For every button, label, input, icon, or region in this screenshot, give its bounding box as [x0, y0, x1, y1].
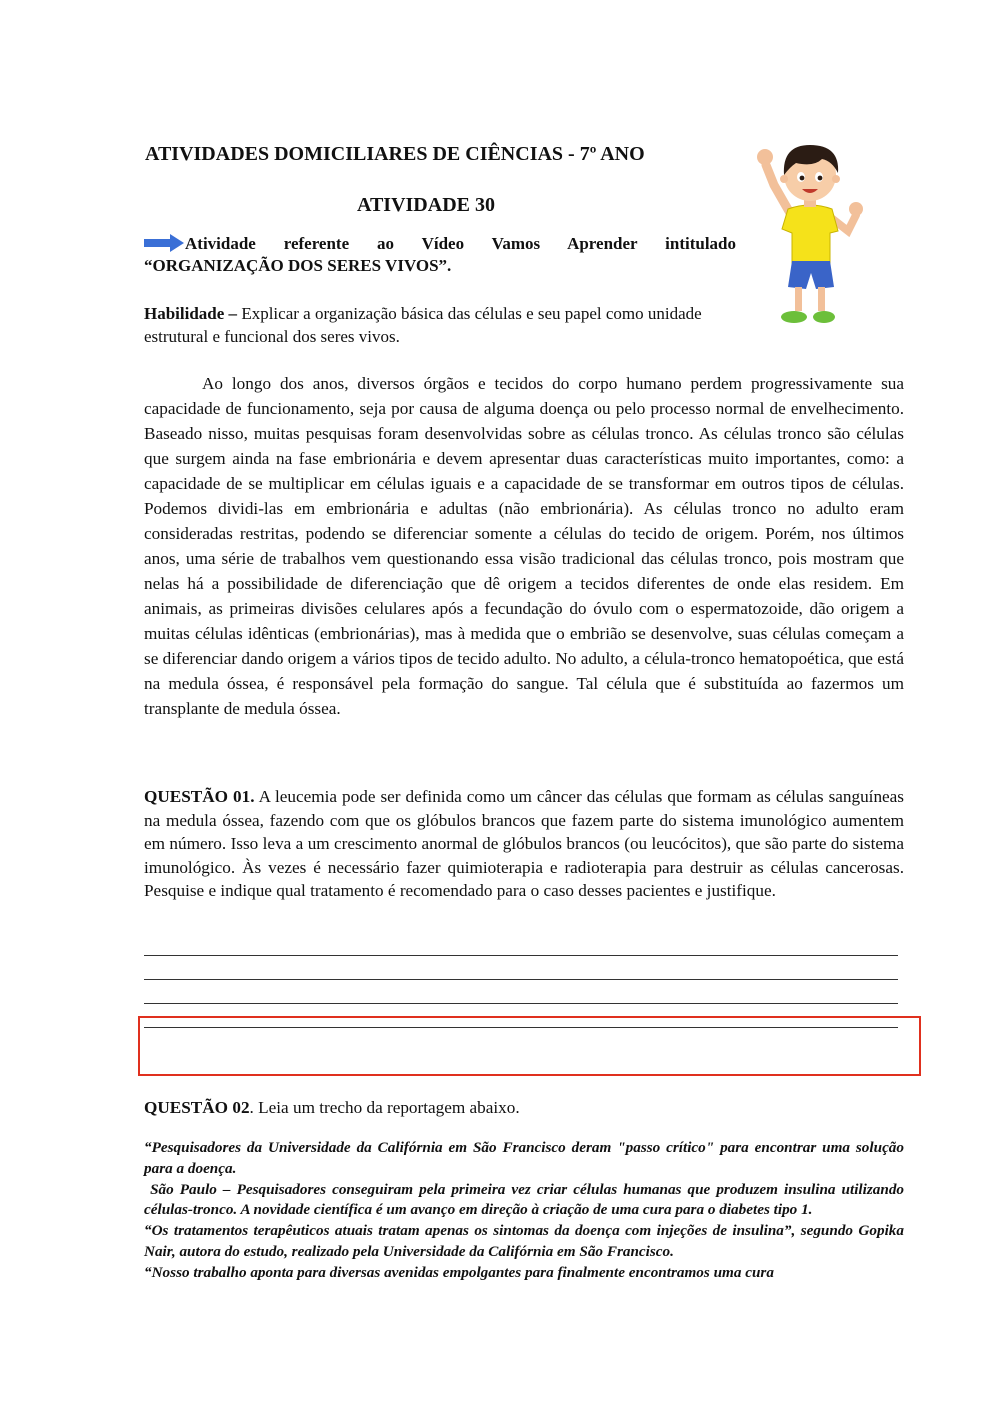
answer-lines: [144, 932, 898, 1028]
answer-line: [144, 980, 898, 1004]
activity-number: ATIVIDADE 30: [357, 194, 495, 216]
quote-line: “Pesquisadores da Universidade da Califórnia em São Francisco deram "passo crítico" para encontrar uma solução para a doença.: [144, 1139, 904, 1177]
quote-line: “Nosso trabalho aponta para diversas avenidas empolgantes para finalmente encontramos uma cura: [144, 1263, 774, 1281]
boy-illustration: [752, 135, 870, 335]
body-paragraph: Ao longo dos anos, diversos órgãos e tecidos do corpo humano perdem progressivamente sua capacidade de funcionamento, seja por causa de alguma doença ou pelo processo normal de envelhecimento. Baseado nisso, muitas pesquisas foram desenvolvidas sobre as células tronco. As células tronco são células que surgem ainda na fase embrionária e devem apresentar duas características muito importantes, como: a capacidade de se multiplicar em células iguais e a capacidade de se transformar em outros tipos de células. Podemos dividi-las em embrionária e adultas (não embrionária). As células tronco no adulto eram consideradas restritas, podendo se diferenciar somente a células do tecido de origem. Porém, nos últimos anos, uma série de trabalhos vem questionando essa visão tradicional das células tronco, pois mostram que nelas há a possibilidade de diferenciação que dê origem a tecidos diferentes de onde elas residem. Em animais, as primeiras divisões celulares após a fecundação do óvulo com o espermatozoide, dão origem a muitas células idênticas (embrionárias), mas à medida que o embrião se desenvolve, suas células começam a se diferenciar dando origem a vários tipos de tecido adulto. No adulto, a célula-tronco hematopoética, que está na medula óssea, é responsável pela formação do sangue. Tal célula que é substituída ao fazermos um transplante de medula óssea.: [144, 374, 904, 718]
skill-text: Explicar a organização básica das células e seu papel como unidade estrutural e funcional dos seres vivos.: [144, 304, 702, 346]
arrow-right-icon: [144, 234, 184, 252]
intro-label: Atividade referente ao Vídeo Vamos Aprender intitulado “ORGANIZAÇÃO DOS SERES VIVOS”.: [144, 234, 736, 275]
question-1-text: A leucemia pode ser definida como um câncer das células que formam as células sanguíneas na medula óssea, fazendo com que os glóbulos brancos que fazem parte do sistema imunológico aumentem em número. Isso leva a um crescimento anormal de glóbulos brancos (ou leucócitos), que são parte do sistema imunológico. Às vezes é necessário fazer quimioterapia e radioterapia para destruir as células cancerosas. Pesquise e indique qual tratamento é recomendado para o caso desses pacientes e justifique.: [144, 787, 904, 900]
question-2-text: . Leia um trecho da reportagem abaixo.: [249, 1098, 520, 1117]
question-1-label: QUESTÃO 01.: [144, 787, 255, 806]
page-title: ATIVIDADES DOMICILIARES DE CIÊNCIAS - 7º ANO: [145, 143, 645, 165]
skill-label: Habilidade –: [144, 304, 238, 323]
answer-line: [144, 956, 898, 980]
answer-input-box[interactable]: [138, 1016, 921, 1076]
answer-line: [144, 932, 898, 956]
news-quote: [144, 1138, 908, 1284]
question-1: [144, 785, 904, 903]
question-2: [144, 1098, 520, 1118]
intro-text: [144, 233, 736, 277]
quote-line: São Paulo – Pesquisadores conseguiram pela primeira vez criar células humanas que produzem insulina utilizando células-tronco. A novidade científica é um avanço em direção à criação de uma cura para o diabetes tipo 1.: [144, 1180, 908, 1219]
quote-line: “Os tratamentos terapêuticos atuais tratam apenas os sintomas da doença com injeções de insulina”, segundo Gopika Nair, autora do estudo, realizado pela Universidade da Califórnia em São Francisco.: [144, 1222, 904, 1260]
question-2-label: QUESTÃO 02: [144, 1098, 250, 1117]
skill-paragraph: [144, 302, 744, 348]
